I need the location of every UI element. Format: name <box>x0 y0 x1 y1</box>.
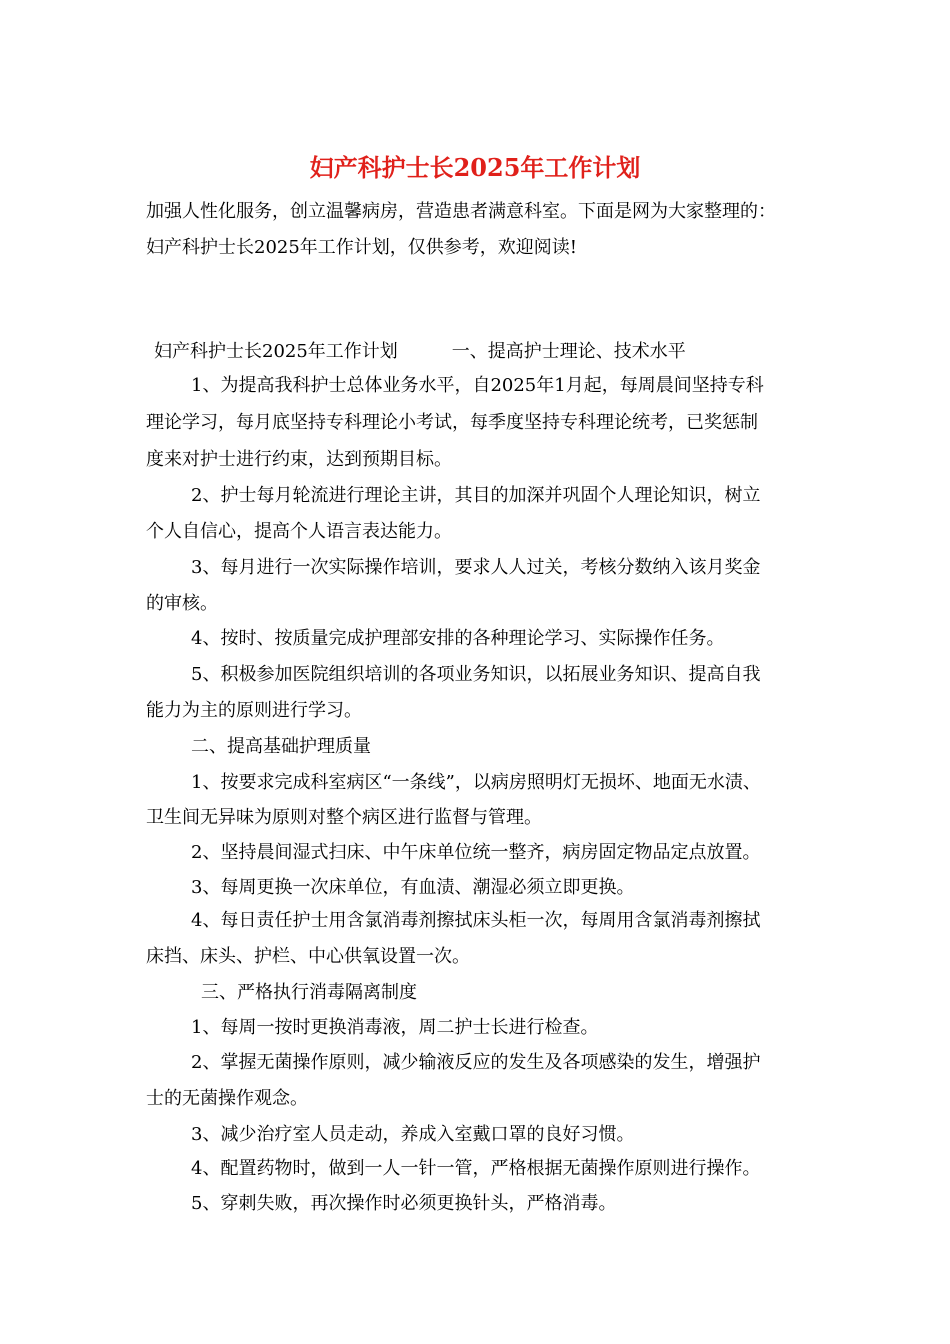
paragraph-line: 2、掌握无菌操作原则，减少输液反应的发生及各项感染的发生，增强护 <box>191 1052 761 1073</box>
paragraph-line: 1、每周一按时更换消毒液，周二护士长进行检查。 <box>191 1017 599 1038</box>
document-title: 妇产科护士长2025年工作计划 <box>309 153 641 182</box>
paragraph-line: 个人自信心，提高个人语言表达能力。 <box>146 521 452 542</box>
paragraph-line: 4、按时、按质量完成护理部安排的各种理论学习、实际操作任务。 <box>191 628 725 649</box>
intro-line: 妇产科护士长2025年工作计划，仅供参考，欢迎阅读! <box>146 237 578 258</box>
paragraph-line: 床挡、床头、护栏、中心供氧设置一次。 <box>146 946 470 967</box>
paragraph-line: 3、每月进行一次实际操作培训，要求人人过关，考核分数纳入该月奖金 <box>191 557 761 578</box>
paragraph-line: 的审核。 <box>146 593 218 614</box>
paragraph-line: 1、为提高我科护士总体业务水平，自2025年1月起，每周晨间坚持专科 <box>191 375 764 396</box>
paragraph-line: 1、按要求完成科室病区“一条线”，以病房照明灯无损坏、地面无水渍、 <box>191 772 761 793</box>
paragraph-line: 2、护士每月轮流进行理论主讲，其目的加深并巩固个人理论知识，树立 <box>191 485 761 506</box>
intro-line: 加强人性化服务，创立温馨病房，营造患者满意科室。下面是网为大家整理的： <box>146 201 776 222</box>
paragraph-line: 2、坚持晨间湿式扫床、中午床单位统一整齐，病房固定物品定点放置。 <box>191 842 761 863</box>
paragraph-line: 5、积极参加医院组织培训的各项业务知识，以拓展业务知识、提高自我 <box>191 664 761 685</box>
paragraph-line: 4、每日责任护士用含氯消毒剂擦拭床头柜一次，每周用含氯消毒剂擦拭 <box>191 910 761 931</box>
paragraph-line: 3、减少治疗室人员走动，养成入室戴口罩的良好习惯。 <box>191 1124 635 1145</box>
paragraph-line: 理论学习，每月底坚持专科理论小考试，每季度坚持专科理论统考，已奖惩制 <box>146 412 758 433</box>
paragraph-line: 度来对护士进行约束，达到预期目标。 <box>146 449 452 470</box>
section-heading: 三、严格执行消毒隔离制度 <box>201 982 417 1003</box>
paragraph-line: 5、穿刺失败，再次操作时必须更换针头，严格消毒。 <box>191 1193 617 1214</box>
paragraph-line: 3、每周更换一次床单位，有血渍、潮湿必须立即更换。 <box>191 877 635 898</box>
heading-line: 妇产科护士长2025年工作计划 一、提高护士理论、技术水平 <box>154 341 686 362</box>
section-heading: 二、提高基础护理质量 <box>191 736 371 757</box>
paragraph-line: 卫生间无异味为原则对整个病区进行监督与管理。 <box>146 807 542 828</box>
paragraph-line: 能力为主的原则进行学习。 <box>146 700 362 721</box>
paragraph-line: 士的无菌操作观念。 <box>146 1088 308 1109</box>
paragraph-line: 4、配置药物时，做到一人一针一管，严格根据无菌操作原则进行操作。 <box>191 1158 761 1179</box>
